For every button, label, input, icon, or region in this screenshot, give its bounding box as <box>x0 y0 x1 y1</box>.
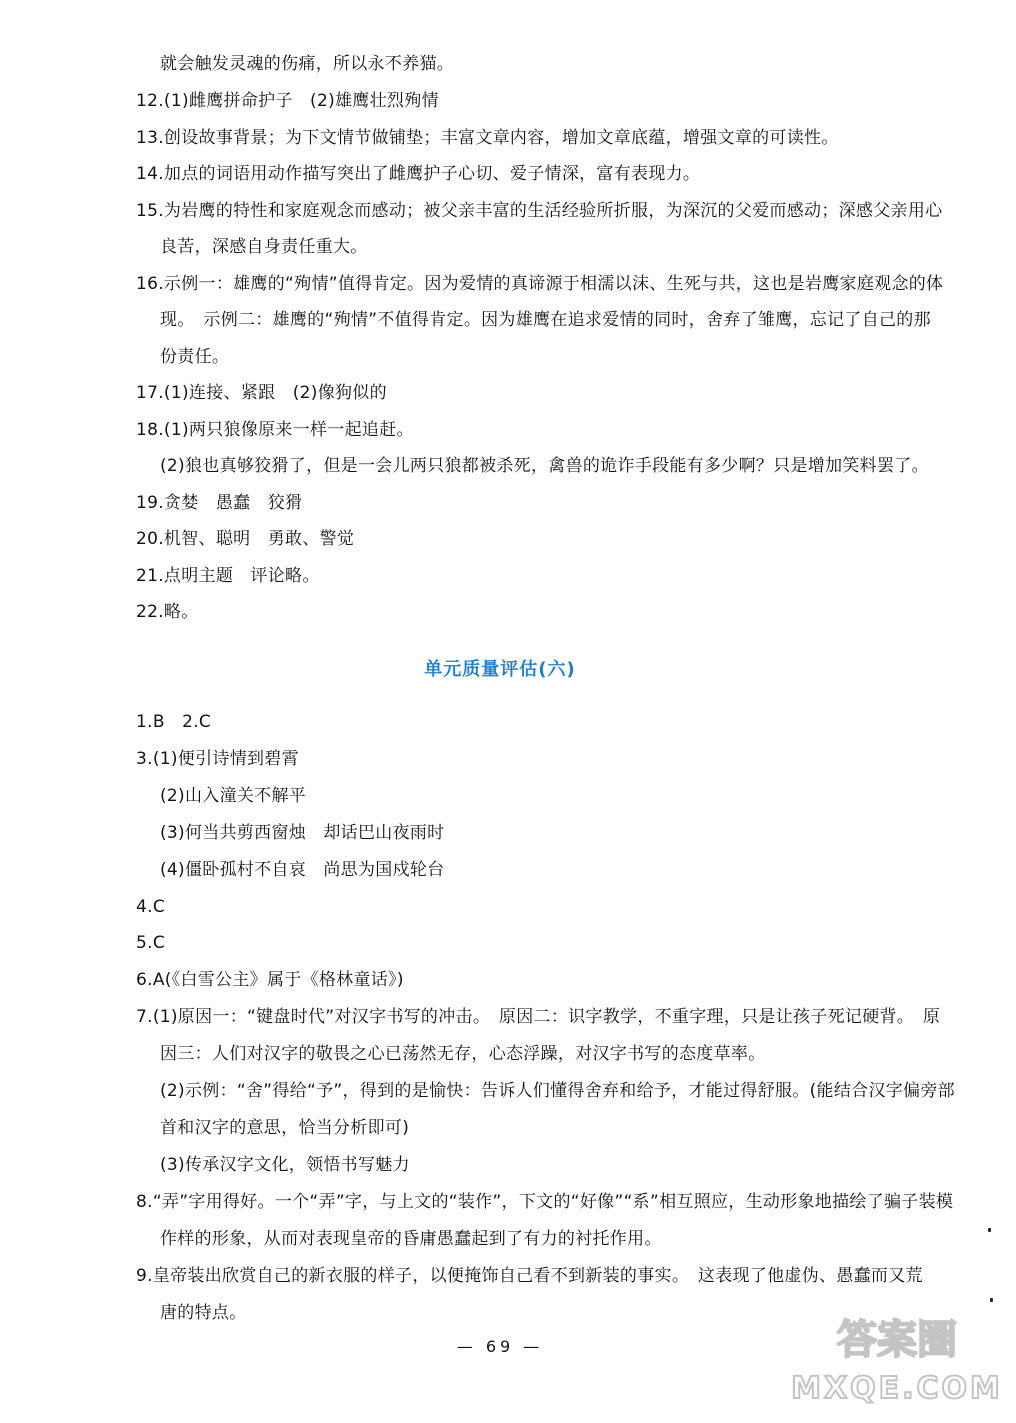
answer-item-20: 20.机智、聪明 勇敢、警觉 <box>136 529 355 549</box>
answer-item-19: 19.贪婪 愚蠢 狡猾 <box>136 493 303 513</box>
text-line: (3)传承汉字文化，领悟书写魅力 <box>160 1155 410 1175</box>
answer-item-22: 22.略。 <box>136 602 199 622</box>
answer-item-16: 16.示例一：雄鹰的“殉情”值得肯定。因为爱情的真谛源于相濡以沫、生死与共，这也是岩鹰家庭观念的体 <box>136 274 944 294</box>
answer-item-6: 6.A(《白雪公主》属于《格林童话》) <box>136 970 404 990</box>
answer-item-4: 4.C <box>136 897 165 917</box>
answer-item-15: 15.为岩鹰的特性和家庭观念而感动；被父亲丰富的生活经验所折服，为深沉的父爱而感动；深感父亲用心 <box>136 201 943 221</box>
answer-item-17: 17.(1)连接、紧跟 (2)像狗似的 <box>136 383 387 403</box>
page-number: — 69 — <box>456 1337 544 1356</box>
answer-item-5: 5.C <box>136 933 165 953</box>
section-title: 单元质量评估(六) <box>424 659 576 680</box>
answer-item-18: 18.(1)两只狼像原来一样一起追赶。 <box>136 420 414 440</box>
text-line: 因三：人们对汉字的敬畏之心已荡然无存，心态浮躁，对汉字书写的态度草率。 <box>160 1044 766 1064</box>
text-line: (3)何当共剪西窗烛 却话巴山夜雨时 <box>160 823 445 843</box>
text-line: (2)示例：“舍”得给“予”，得到的是愉快：告诉人们懂得舍弃和给予，才能过得舒服。(能结合汉字偏旁部 <box>160 1081 955 1101</box>
text-line: (4)僵卧孤村不自哀 尚思为国戍轮台 <box>160 860 445 880</box>
ink-dot <box>988 1228 991 1232</box>
watermark-logo <box>791 1303 1003 1413</box>
answer-item-21: 21.点明主题 评论略。 <box>136 566 320 586</box>
text-line: 作样的形象，从而对表现皇帝的昏庸愚蠢起到了有力的衬托作用。 <box>160 1229 662 1249</box>
text-line: 良苦，深感自身责任重大。 <box>160 237 368 257</box>
text-line: (2)山入潼关不解平 <box>160 786 307 806</box>
text-line: 现。 示例二：雄鹰的“殉情”不值得肯定。因为雄鹰在追求爱情的同时，舍弃了雏鹰，忘记了自己的那 <box>160 310 931 330</box>
watermark-url: MXQE.COM <box>791 1371 1003 1406</box>
answer-item-8: 8.“弄”字用得好。一个“弄”字，与上文的“装作”，下文的“好像”“系”相互照应，生动形象地描绘了骗子装模 <box>136 1192 954 1212</box>
text-line: 唐的特点。 <box>160 1303 247 1323</box>
watermark-text: 答案圈 <box>837 1317 957 1363</box>
answer-item-12: 12.(1)雌鹰拼命护子 (2)雄鹰壮烈殉情 <box>136 91 439 111</box>
answer-item-13: 13.创设故事背景；为下文情节做铺垫；丰富文章内容，增加文章底蕴，增强文章的可读性。 <box>136 128 839 148</box>
text-line: 就会触发灵魂的伤痛，所以永不养猫。 <box>160 54 455 74</box>
answer-item-9: 9.皇帝装出欣赏自己的新衣服的样子，以便掩饰自己看不到新装的事实。 这表现了他虚伪、愚蠢而又荒 <box>136 1266 923 1286</box>
text-line: 份责任。 <box>160 347 230 367</box>
ink-dot <box>990 1298 993 1302</box>
answer-item-14: 14.加点的词语用动作描写突出了雌鹰护子心切、爱子情深，富有表现力。 <box>136 164 701 184</box>
answer-item-1-2: 1.B 2.C <box>136 712 212 732</box>
answer-item-7: 7.(1)原因一：“键盘时代”对汉字书写的冲击。 原因二：识字教学，不重字理，只是让孩子死记硬背。 原 <box>136 1007 941 1027</box>
text-line: 首和汉字的意思，恰当分析即可) <box>160 1118 410 1138</box>
answer-item-3: 3.(1)便引诗情到碧霄 <box>136 749 299 769</box>
text-line: (2)狼也真够狡猾了，但是一会儿两只狼都被杀死，禽兽的诡诈手段能有多少啊？只是增加笑料罢了。 <box>160 456 929 476</box>
